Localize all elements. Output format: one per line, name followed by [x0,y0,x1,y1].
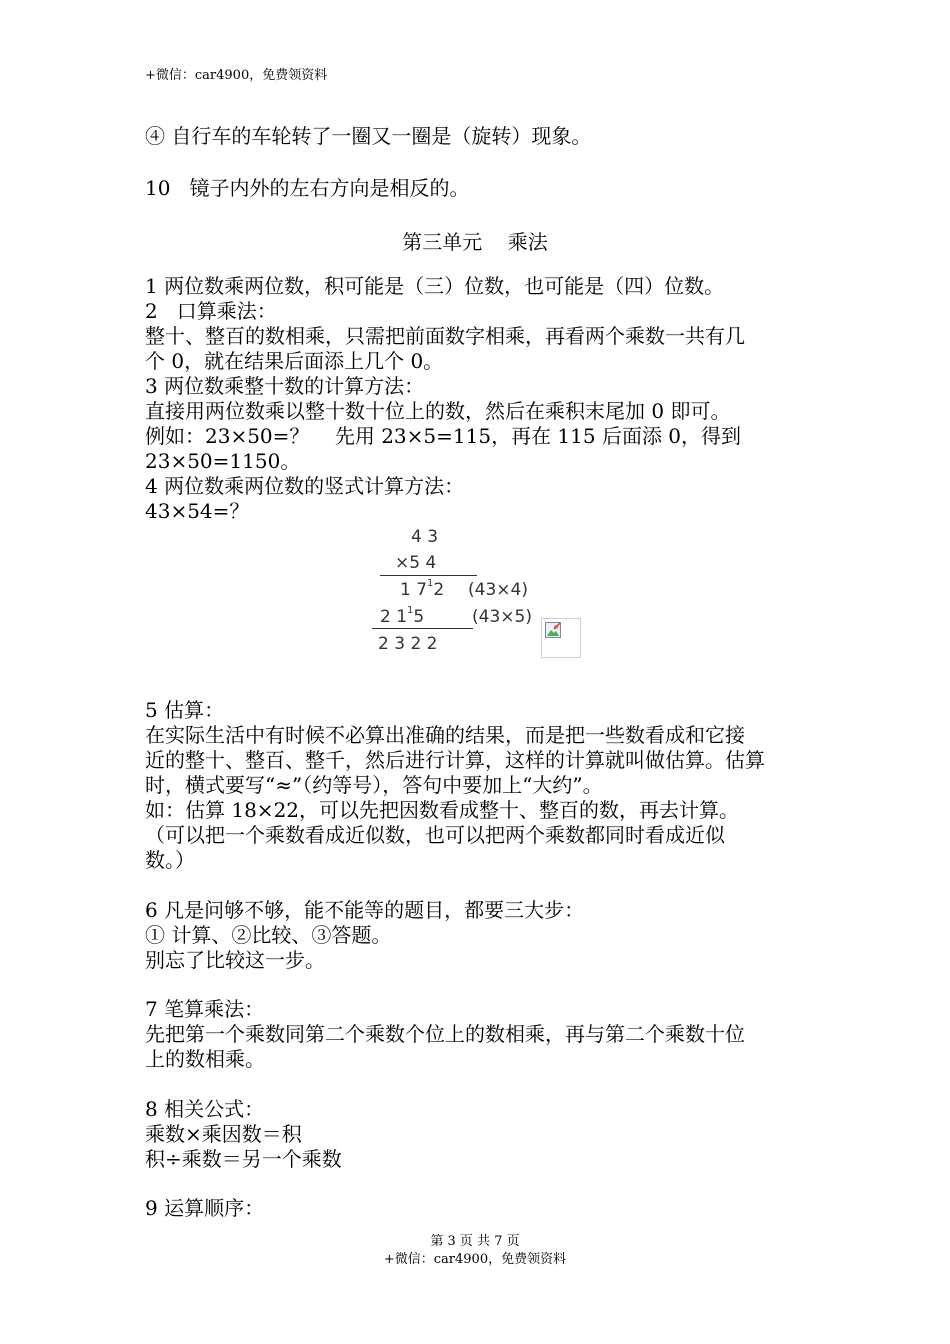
footer-watermark: +微信：car4900，免费领资料 [383,1252,567,1267]
section-title: 第三单元 乘法 [402,230,548,254]
text-line: 整十、整百的数相乘，只需把前面数字相乘，再看两个乘数一共有几 [145,324,745,348]
text-line: 23×50=1150。 [145,449,301,473]
text-line: 个 0，就在结果后面添上几个 0。 [145,349,444,373]
calc-partial-1-note: (43×4) [468,580,528,600]
text-line: 9 运算顺序： [145,1196,265,1220]
text-line: ① 计算、②比较、③答题。 [145,923,392,947]
text-line: 10 镜子内外的左右方向是相反的。 [145,176,470,200]
calc-multiplier: ×5 4 [395,553,437,573]
page-number: 第 3 页 共 7 页 [430,1234,520,1249]
text-line: 乘数×乘因数＝积 [145,1122,302,1146]
calc-result: 2 3 2 2 [378,634,438,654]
text-line: 2 口算乘法： [145,299,277,323]
text-line: 8 相关公式： [145,1097,265,1121]
text-line: 6 凡是问够不够，能不能等的题目，都要三大步： [145,898,585,922]
text-line: 上的数相乘。 [145,1047,265,1071]
text-line: 时，横式要写“≈”（约等号），答句中要加上“大约”。 [145,773,603,797]
text-line: 5 估算： [145,698,225,722]
calc-rule [380,575,477,576]
calc-partial-2-note: (43×5) [472,607,532,627]
header-watermark: +微信：car4900，免费领资料 [145,68,328,83]
text-line: 3 两位数乘整十数的计算方法： [145,374,425,398]
broken-image-icon [541,618,581,658]
text-line: 如：估算 18×22，可以先把因数看成整十、整百的数，再去计算。 [145,798,740,822]
text-line: 先把第一个乘数同第二个乘数个位上的数相乘，再与第二个乘数十位 [145,1022,745,1046]
calc-multiplicand: 4 3 [411,527,439,547]
calc-rule [372,628,473,629]
text-line: 1 两位数乘两位数，积可能是（三）位数，也可能是（四）位数。 [145,274,725,298]
calc-partial-1: 1 $7^12$ [400,578,445,600]
text-line: 直接用两位数乘以整十数十位上的数，然后在乘积末尾加 0 即可。 [145,399,731,423]
text-line: （可以把一个乘数看成近似数，也可以把两个乘数都同时看成近似 [145,823,725,847]
text-line: ④ 自行车的车轮转了一圈又一圈是（旋转）现象。 [145,124,592,148]
calc-partial-2: 2 $1^15$ [380,605,425,627]
text-line: 积÷乘数＝另一个乘数 [145,1147,342,1171]
text-line: 7 笔算乘法： [145,997,265,1021]
text-line: 在实际生活中有时候不必算出准确的结果，而是把一些数看成和它接 [145,723,745,747]
text-line: 近的整十、整百、整千，然后进行计算，这样的计算就叫做估算。估算 [145,748,765,772]
text-line: 43×54=？ [145,499,250,523]
text-line: 例如：23×50=？ 先用 23×5=115，再在 115 后面添 0，得到 [145,424,742,448]
text-line: 4 两位数乘两位数的竖式计算方法： [145,474,465,498]
text-line: 数。） [145,848,195,872]
text-line: 别忘了比较这一步。 [145,948,325,972]
